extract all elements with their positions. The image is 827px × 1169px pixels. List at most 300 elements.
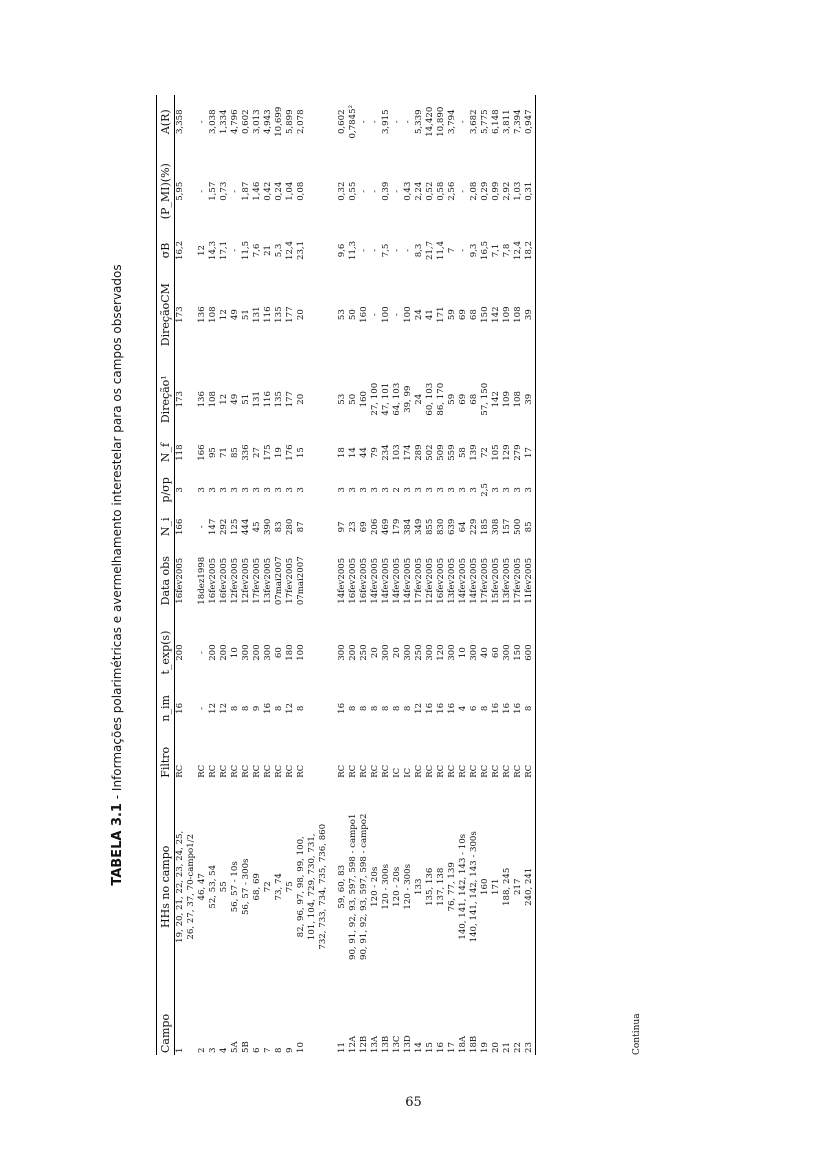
table-row [458, 95, 469, 1055]
cell-nf: 17 [524, 447, 534, 459]
cell-data: 14fev2005 [469, 557, 479, 604]
cell-dir: 109 [502, 391, 512, 408]
cell-ar [186, 95, 197, 148]
cell-ar: 0,602 [241, 109, 251, 135]
cell-ar: 7,394 [513, 109, 523, 135]
cell-dircm: 150 [480, 306, 490, 323]
cell-campo: 3 [208, 1047, 218, 1053]
table-row [425, 95, 436, 1055]
cell-hh: 101, 104, 729, 730, 731, [307, 833, 317, 941]
table-row [436, 95, 447, 1055]
cell-data: 17fev2005 [285, 557, 295, 604]
cell-hh: 120 - 20s [370, 866, 380, 907]
cell-nf: 19 [274, 447, 284, 459]
cell-hh: 19, 20, 21, 22, 23, 24, 25, [175, 830, 185, 943]
cell-nf: 176 [285, 444, 295, 461]
cell-campo: 11 [337, 1042, 347, 1053]
cell-pmi: 0,32 [337, 181, 347, 201]
cell-ar: 6,148 [491, 109, 501, 135]
cell-hh: 56, 57 - 300s [241, 858, 251, 916]
cell-sb: 23,1 [296, 240, 306, 260]
cell-ar: 0,7845² [348, 104, 358, 139]
cell-texp: 10 [230, 647, 240, 659]
cell-data: 15fev2005 [491, 557, 501, 604]
cell-pmi [186, 148, 197, 234]
cell-dir: 108 [513, 391, 523, 408]
cell-hh: 133 [414, 878, 424, 895]
cell-dir: 50 [348, 393, 358, 405]
cell-ni: 157 [502, 518, 512, 536]
cell-sb: 12,4 [513, 240, 523, 260]
cell-sb: 12 [197, 244, 207, 256]
cell-dir: 57, 150 [480, 382, 490, 416]
cell-dir: 53 [337, 393, 347, 405]
cell-filtro: RC [513, 764, 523, 778]
cell-ni [307, 511, 318, 543]
col-data: Data obs [159, 556, 172, 606]
cell-nim: 16 [175, 702, 185, 714]
cell-ni: 830 [436, 518, 446, 536]
cell-ni: 390 [263, 518, 273, 536]
cell-nim: 16 [513, 702, 523, 714]
cell-pmi: 0,58 [436, 181, 446, 201]
cell-dircm: - [370, 313, 380, 317]
cell-ar [307, 95, 318, 148]
cell-campo: 22 [513, 1042, 523, 1053]
cell-filtro: RC [370, 764, 380, 778]
cell-nf: 336 [241, 444, 251, 461]
cell-ni [318, 511, 329, 543]
table-caption [110, 95, 125, 1055]
cell-sb: - [370, 248, 380, 252]
cell-sb [318, 234, 329, 267]
cell-nf: 234 [381, 444, 391, 461]
cell-ni: 185 [480, 518, 490, 536]
cell-data: 16fev2005 [219, 557, 229, 604]
cell-campo: 4 [219, 1047, 229, 1053]
cell-sb: 12,4 [285, 240, 295, 260]
cell-nim: 8 [480, 705, 490, 712]
table-row [491, 95, 502, 1055]
cell-dir: 47, 101 [381, 382, 391, 416]
cell-dircm: 108 [208, 306, 218, 323]
cell-sb: 11,3 [348, 240, 358, 260]
cell-data: 16fev2005 [175, 557, 185, 604]
cell-psig: 3 [359, 487, 369, 493]
cell-nim [307, 687, 318, 730]
cell-dircm: 142 [491, 306, 501, 323]
cell-ni [186, 511, 197, 543]
cell-filtro: RC [252, 764, 262, 778]
cell-data: 14fev2005 [370, 557, 380, 604]
cell-dircm: 51 [241, 309, 251, 321]
cell-hh: 46, 47 [197, 873, 207, 901]
cell-nf: 95 [208, 447, 218, 459]
cell-ar: - [370, 120, 380, 124]
cell-dir: 60, 103 [425, 382, 435, 416]
cell-hh: 135, 136 [425, 867, 435, 906]
cell-nf: 71 [219, 447, 229, 459]
cell-filtro: IC [392, 767, 402, 778]
cell-data: 16fev2005 [208, 557, 218, 604]
cell-psig: 3 [458, 487, 468, 493]
cell-data: 12fev2005 [241, 557, 251, 604]
cell-texp: 180 [285, 644, 295, 661]
cell-hh: 90, 91, 92, 93, 597, 598 - campo1 [348, 813, 358, 961]
table-row [307, 95, 318, 1055]
col-hhs: HHs no campo [159, 845, 172, 928]
cell-ni: 500 [513, 518, 523, 536]
cell-filtro: RC [425, 764, 435, 778]
col-direcao: Direção¹ [159, 375, 172, 424]
cell-sb: - [392, 248, 402, 252]
cell-nf: 18 [337, 447, 347, 459]
cell-sb: 21 [263, 244, 273, 256]
cell-data [186, 543, 197, 619]
table-row [230, 95, 241, 1055]
cell-nim: 16 [491, 702, 501, 714]
cell-dircm: 108 [513, 306, 523, 323]
cell-psig: 3 [337, 487, 347, 493]
cell-texp: 60 [274, 647, 284, 659]
cell-filtro: RC [491, 764, 501, 778]
cell-hh: 68, 69 [252, 873, 262, 901]
cell-sb: 17,1 [219, 240, 229, 260]
cell-data: 17fev2005 [414, 557, 424, 604]
cell-nf: 58 [458, 447, 468, 459]
cell-dir [186, 362, 197, 436]
cell-campo [186, 994, 197, 1055]
cell-nim: 9 [252, 705, 262, 712]
table-row [348, 95, 359, 1055]
cell-hh: 171 [491, 878, 501, 895]
cell-psig: 3 [502, 487, 512, 493]
cell-filtro: RC [348, 764, 358, 778]
cell-campo: 18B [469, 1035, 479, 1053]
cell-nim: 16 [447, 702, 457, 714]
cell-data: 07mai2007 [296, 556, 306, 606]
cell-pmi [318, 148, 329, 234]
cell-psig: 3 [219, 487, 229, 493]
table-row [414, 95, 425, 1055]
cell-nim: 8 [392, 705, 402, 712]
cell-psig: 2,5 [480, 483, 490, 497]
cell-dir: 20 [296, 393, 306, 405]
cell-hh: 140, 141, 142, 143 - 300s [469, 831, 479, 943]
table-row [274, 95, 285, 1055]
cell-ar: 3,915 [381, 109, 391, 135]
cell-dircm: 12 [219, 309, 229, 321]
cell-campo: 13C [392, 1035, 402, 1053]
cell-nf: 103 [392, 444, 402, 461]
cell-data: 14fev2005 [381, 557, 391, 604]
table-row [359, 95, 370, 1055]
cell-nf: 85 [230, 447, 240, 459]
cell-campo: 20 [491, 1042, 501, 1053]
cell-dircm [318, 267, 329, 362]
cell-pmi: 0,39 [381, 181, 391, 201]
cell-texp: 300 [381, 644, 391, 661]
table-caption-label: TABELA 3.1 [110, 803, 125, 886]
cell-pmi: 2,92 [502, 181, 512, 201]
cell-ar: 14,420 [425, 106, 435, 137]
cell-texp: 200 [208, 644, 218, 661]
cell-pmi: 1,87 [241, 181, 251, 201]
cell-ni: 639 [447, 518, 457, 536]
col-pmi: (P_MI)(%) [159, 163, 172, 220]
cell-filtro: RC [480, 764, 490, 778]
cell-sb: - [403, 248, 413, 252]
cell-dir: 142 [491, 391, 501, 408]
cell-nim: 16 [436, 702, 446, 714]
cell-campo: 17 [447, 1042, 457, 1053]
cell-dir: 64, 103 [392, 382, 402, 416]
cell-ni: 87 [296, 521, 306, 533]
cell-dircm: 116 [263, 306, 273, 323]
cell-ar: 4,943 [263, 109, 273, 135]
cell-pmi: 1,57 [208, 181, 218, 201]
cell-campo: 5B [241, 1041, 251, 1053]
cell-nf: 14 [348, 447, 358, 459]
cell-texp: 60 [491, 647, 501, 659]
cell-dircm: 131 [252, 306, 262, 323]
cell-nf: 44 [359, 447, 369, 459]
cell-texp: 300 [425, 644, 435, 661]
cell-filtro: RC [197, 764, 207, 778]
cell-dir: 49 [230, 393, 240, 405]
cell-nf: 118 [175, 444, 185, 461]
cell-campo: 13A [370, 1035, 380, 1053]
cell-dircm [307, 267, 318, 362]
cell-dir: 86, 170 [436, 382, 446, 416]
cell-texp: 300 [241, 644, 251, 661]
col-sigmab: σB [159, 242, 172, 259]
cell-nim: 12 [208, 702, 218, 714]
cell-nim: 8 [403, 705, 413, 712]
cell-texp: 200 [348, 644, 358, 661]
polarimetry-table [156, 95, 536, 1055]
cell-psig: 3 [447, 487, 457, 493]
cell-dir: 160 [359, 391, 369, 408]
cell-ar: 5,899 [285, 109, 295, 135]
cell-psig: 3 [348, 487, 358, 493]
cell-psig: 3 [263, 487, 273, 493]
cell-sb: - [458, 248, 468, 252]
cell-campo [318, 994, 329, 1055]
cell-data: 16fev2005 [436, 557, 446, 604]
cell-psig: 3 [296, 487, 306, 493]
cell-nf: 105 [491, 444, 501, 461]
cell-texp [186, 619, 197, 687]
table-row [524, 95, 536, 1055]
cell-ar: 3,811 [502, 109, 512, 135]
table-row [219, 95, 230, 1055]
cell-sb: 11,4 [436, 240, 446, 260]
cell-campo: 2 [197, 1047, 207, 1053]
cell-data: 16fev2005 [348, 557, 358, 604]
cell-pmi: 0,31 [524, 181, 534, 201]
table-row [403, 95, 414, 1055]
cell-ni: 855 [425, 518, 435, 536]
cell-nim: 8 [370, 705, 380, 712]
cell-dir: 135 [274, 391, 284, 408]
cell-pmi: - [197, 189, 207, 193]
cell-nim: 8 [274, 705, 284, 712]
col-texp: t_exp(s) [159, 630, 172, 675]
cell-dircm: 100 [403, 306, 413, 323]
cell-filtro: RC [296, 764, 306, 778]
cell-ar: 3,358 [175, 109, 185, 135]
cell-pmi: 0,43 [403, 181, 413, 201]
cell-nf: 559 [447, 444, 457, 461]
cell-hh: 76, 77, 139 [447, 862, 457, 912]
cell-dircm: 50 [348, 309, 358, 321]
cell-pmi: - [458, 189, 468, 193]
table-header-row [157, 95, 175, 1055]
table-row [370, 95, 381, 1055]
cell-data: 16fev2005 [359, 557, 369, 604]
cell-sb: 7,6 [252, 243, 262, 258]
col-nf: N_f [159, 442, 172, 463]
cell-texp: 300 [263, 644, 273, 661]
cell-texp: 200 [252, 644, 262, 661]
cell-hh: 188, 245 [502, 867, 512, 906]
cell-data: 17fev2005 [252, 557, 262, 604]
cell-ni: 166 [175, 518, 185, 536]
cell-pmi: 0,24 [274, 181, 284, 201]
cell-psig: 3 [436, 487, 446, 493]
cell-sb: 9,3 [469, 243, 479, 258]
cell-sb: 7,1 [491, 243, 501, 258]
table-row [175, 95, 187, 1055]
cell-nim: 8 [348, 705, 358, 712]
cell-hh: 72 [263, 881, 273, 893]
cell-texp: 300 [337, 644, 347, 661]
cell-dircm: 20 [296, 309, 306, 321]
cell-sb: 16,2 [175, 240, 185, 260]
cell-pmi: 2,56 [447, 181, 457, 201]
cell-nf [307, 436, 318, 469]
cell-dircm: 173 [175, 306, 185, 323]
cell-sb: - [359, 248, 369, 252]
cell-hh: 73, 74 [274, 873, 284, 901]
cell-nim [186, 687, 197, 730]
cell-filtro: RC [263, 764, 273, 778]
cell-ar: 3,038 [208, 109, 218, 135]
cell-ar [318, 95, 329, 148]
cell-sb [186, 234, 197, 267]
cell-campo [307, 994, 318, 1055]
cell-texp: 100 [296, 644, 306, 661]
cell-campo: 12B [359, 1035, 369, 1053]
cell-psig: 3 [469, 487, 479, 493]
cell-dir: 116 [263, 391, 273, 408]
cell-sb: 21,7 [425, 240, 435, 260]
cell-pmi: 1,46 [252, 181, 262, 201]
cell-psig: 3 [208, 487, 218, 493]
cell-pmi: - [230, 189, 240, 193]
cell-ar: 3,794 [447, 109, 457, 135]
cell-pmi: - [359, 189, 369, 193]
col-nim: n_im [159, 695, 172, 722]
cell-psig: 3 [370, 487, 380, 493]
cell-ar: 0,602 [337, 109, 347, 135]
cell-nf: 279 [513, 444, 523, 461]
cell-dircm: 24 [414, 309, 424, 321]
cell-hh: 90, 91, 92, 93, 597, 598 - campo2 [359, 813, 369, 961]
cell-dir: 59 [447, 393, 457, 405]
cell-filtro: RC [414, 764, 424, 778]
cell-dir: 39 [524, 393, 534, 405]
cell-hh: 82, 96, 97, 98, 99, 100, [296, 836, 306, 938]
cell-psig: 3 [252, 487, 262, 493]
cell-hh: 137, 138 [436, 867, 446, 906]
cell-filtro: IC [403, 767, 413, 778]
page-number: 65 [405, 1095, 422, 1110]
cell-filtro: RC [241, 764, 251, 778]
cell-campo: 12A [348, 1035, 358, 1053]
cell-pmi [307, 148, 318, 234]
cell-nim: 8 [381, 705, 391, 712]
cell-texp: 200 [219, 644, 229, 661]
cell-ni: 179 [392, 518, 402, 536]
cell-psig: 3 [403, 487, 413, 493]
cell-dircm: 59 [447, 309, 457, 321]
cell-texp [318, 619, 329, 687]
cell-filtro [186, 730, 197, 780]
cell-hh: 75 [285, 881, 295, 893]
cell-filtro: RC [447, 764, 457, 778]
cell-psig: 3 [414, 487, 424, 493]
cell-pmi: 0,73 [219, 181, 229, 201]
cell-psig: 2 [392, 487, 402, 493]
cell-filtro: RC [219, 764, 229, 778]
cell-ar: 5,775 [480, 109, 490, 135]
cell-hh: 52, 53, 54 [208, 864, 218, 909]
cell-data [318, 543, 329, 619]
cell-pmi: 0,55 [348, 181, 358, 201]
cell-ni: 45 [252, 521, 262, 533]
cell-campo: 7 [263, 1047, 273, 1053]
cell-ni: 229 [469, 518, 479, 536]
cell-hh: 120 - 300s [381, 863, 391, 910]
cell-dir: 177 [285, 391, 295, 408]
cell-dircm: 39 [524, 309, 534, 321]
cell-ni: 308 [491, 518, 501, 536]
cell-nf: 79 [370, 447, 380, 459]
cell-nf: 509 [436, 444, 446, 461]
cell-hh: 26, 27, 37, 70-campo1/2 [186, 833, 196, 940]
cell-data: 13fev2005 [447, 557, 457, 604]
cell-filtro: RC [458, 764, 468, 778]
cell-data: 07mai2007 [274, 556, 284, 606]
cell-pmi: 0,08 [296, 181, 306, 201]
cell-nim: - [197, 706, 207, 710]
cell-nf: 15 [296, 447, 306, 459]
cell-texp: 20 [370, 647, 380, 659]
cell-campo: 15 [425, 1042, 435, 1053]
cell-filtro: RC [381, 764, 391, 778]
cell-dir: 24 [414, 393, 424, 405]
cell-texp: 250 [359, 644, 369, 661]
cell-nf: 27 [252, 447, 262, 459]
cell-nim: 8 [241, 705, 251, 712]
cell-nim: 12 [285, 702, 295, 714]
cell-ar: - [392, 120, 402, 124]
cell-campo: 5A [230, 1041, 240, 1053]
cell-dircm: 69 [458, 309, 468, 321]
cell-pmi: 0,29 [480, 181, 490, 201]
